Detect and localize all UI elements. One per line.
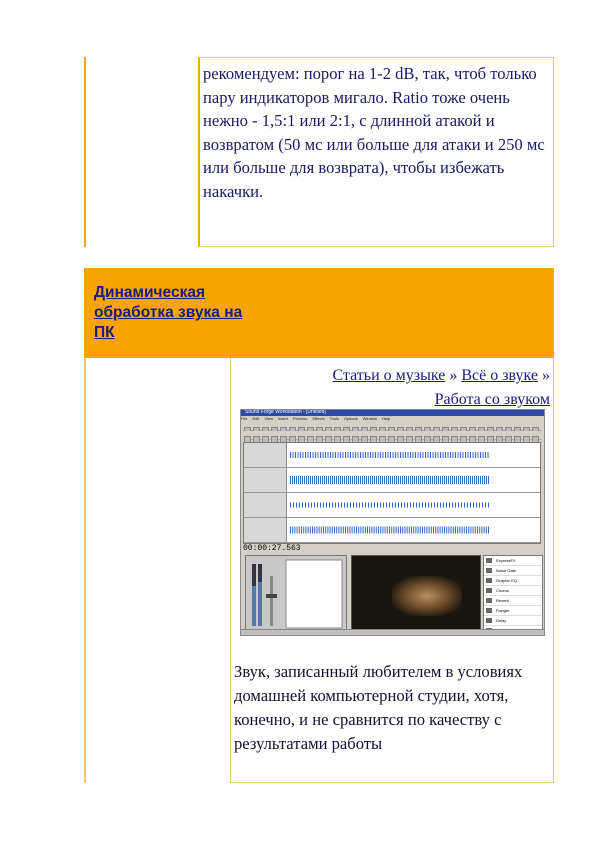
app-menu-item: Options <box>343 416 358 421</box>
waveform <box>290 447 490 463</box>
audio-track <box>244 518 540 543</box>
breadcrumb <box>300 364 550 412</box>
breadcrumb-link-all-about-sound[interactable]: Всё о звуке <box>461 367 538 384</box>
app-menu-item: Tools <box>329 416 339 421</box>
audio-track <box>244 493 540 518</box>
waveform <box>290 472 490 488</box>
image-caption: Звук, записанный любителем в условиях домашней компьютерной студии, хотя, конечно, и не сравнится по качеству с результатами работы <box>234 662 523 753</box>
app-menu-item: Window <box>362 416 377 421</box>
breadcrumb-link-music-articles[interactable]: Статьи о музыке <box>332 367 446 384</box>
top-paragraph: рекомендуем: порог на 1-2 dB, так, чтоб только пару индикаторов мигало. Ratio тоже очень нежно - 1,5:1 или 2:1, с длинной атакой и возвратом (50 мс или больше для атаки и 250 мс или больше для возврата), чтобы избежать накачки. <box>203 64 545 201</box>
effects-list <box>483 555 543 633</box>
app-menu-item: View <box>264 416 273 421</box>
app-menu-item: Effects <box>312 416 325 421</box>
timecode-display: 00:00:27.563 <box>243 544 301 553</box>
waveform <box>290 497 490 513</box>
track-area <box>243 442 541 544</box>
mixer-meters <box>246 556 346 632</box>
left-border-line-lower <box>84 358 86 783</box>
app-menu-item: Process <box>292 416 308 421</box>
app-statusbar <box>241 629 544 635</box>
mixer-panel <box>245 555 347 633</box>
effect-item: Graphic EQ <box>484 576 542 586</box>
waveform <box>290 522 490 538</box>
app-menu-item: Help <box>381 416 391 421</box>
left-border-line <box>84 57 86 247</box>
audio-track <box>244 443 540 468</box>
effect-item: Delay <box>484 616 542 626</box>
app-toolbar-secondary <box>243 431 542 440</box>
app-toolbar <box>243 422 542 431</box>
effect-item: Flanger <box>484 606 542 616</box>
software-screenshot-image <box>240 409 545 636</box>
section-title-link[interactable]: Динамическая обработка звука на ПК <box>94 284 243 341</box>
app-menu-item: Insert <box>277 416 288 421</box>
video-preview <box>351 555 481 633</box>
effect-item: Chorus <box>484 586 542 596</box>
effect-item: Noise Gate <box>484 566 542 576</box>
app-menu-item: Edit <box>252 416 260 421</box>
app-menu-item: File <box>241 416 248 421</box>
effect-item: ExpressFX <box>484 556 542 566</box>
effect-item: Reverb <box>484 596 542 606</box>
breadcrumb-link-working-with-sound[interactable]: Работа со звуком <box>434 391 550 408</box>
breadcrumb-separator: » <box>538 367 550 384</box>
app-window-title: Sound Forge Workstation - [Untitled] <box>245 409 326 415</box>
breadcrumb-separator: » <box>445 367 462 384</box>
audio-track <box>244 468 540 493</box>
